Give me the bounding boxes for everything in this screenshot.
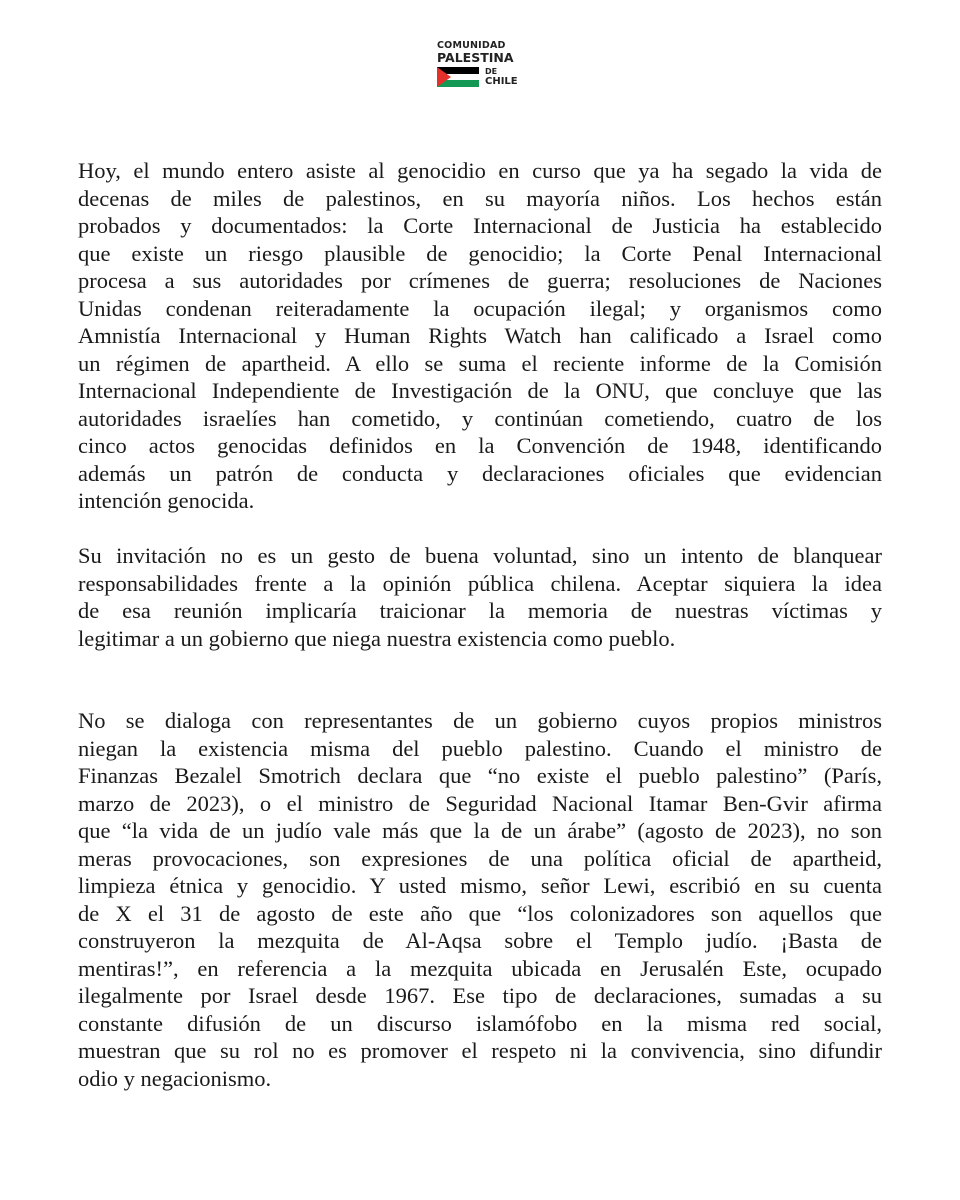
paragraph [78,707,882,1092]
logo-flag-row [437,67,527,87]
logo-line-4: CHILE [485,76,518,87]
text-line: probados y documentados: la Corte Internacional de Justicia ha establecido [78,213,882,238]
text-line: Amnistía Internacional y Human Rights Watch han calificado a Israel como [78,323,882,348]
text-line: que existe un riesgo plausible de genocidio; la Corte Penal Internacional [78,240,882,266]
text-line: constante difusión de un discurso islamófobo en la misma red social, [78,1010,882,1036]
text-line: mentiras!”, en referencia a la mezquita ubicada en Jerusalén Este, ocupado [78,955,882,981]
paragraph [78,157,882,515]
text-line: autoridades israelíes han cometido, y continúan cometiendo, cuatro de los [78,405,882,431]
text-line: odio y negacionismo. [78,1065,272,1091]
text-line: marzo de 2023), o el ministro de Seguridad Nacional Itamar Ben-Gvir afirma [78,790,882,816]
text-line: un régimen de apartheid. A ello se suma el reciente informe de la Comisión [78,350,882,376]
text-line: Internacional Independiente de Investigación de la ONU, que concluye que las [78,378,882,403]
text-line: cinco actos genocidas definidos en la Convención de 1948, identificando [78,433,882,458]
text-line: Hoy, el mundo entero asiste al genocidio en curso que ya ha segado la vida de [78,158,882,183]
text-line: Unidas condenan reiteradamente la ocupación ilegal; y organismos como [78,295,882,321]
text-line: Su invitación no es un gesto de buena voluntad, sino un intento de blanquear [78,543,882,568]
text-line: muestran que su rol no es promover el respeto ni la convivencia, sino difundir [78,1038,882,1063]
text-line: legitimar a un gobierno que niega nuestra existencia como pueblo. [78,625,676,651]
text-line: limpieza étnica y genocidio. Y usted mismo, señor Lewi, escribió en su cuenta [78,873,882,898]
text-line: además un patrón de conducta y declaraciones oficiales que evidencian [78,460,882,486]
text-line: intención genocida. [78,488,255,513]
text-line: responsabilidades frente a la opinión pública chilena. Aceptar siquiera la idea [78,570,882,596]
text-line: ilegalmente por Israel desde 1967. Ese tipo de declaraciones, sumadas a su [78,983,882,1008]
logo-line-3: DE [485,67,498,76]
text-line: decenas de miles de palestinos, en su mayoría niños. Los hechos están [78,185,882,211]
logo-flag-text [485,67,518,87]
logo-line-1: COMUNIDAD [437,40,506,51]
logo-line-2: PALESTINA [437,50,514,65]
text-line: No se dialoga con representantes de un gobierno cuyos propios ministros [78,708,882,733]
text-line: que “la vida de un judío vale más que la de un árabe” (agosto de 2023), no son [78,818,882,843]
text-line: de X el 31 de agosto de este año que “los colonizadores son aquellos que [78,900,882,926]
logo [437,40,527,87]
text-line: de esa reunión implicaría traicionar la memoria de nuestras víctimas y [78,598,882,623]
letter-body [78,157,882,1120]
text-line: niegan la existencia misma del pueblo palestino. Cuando el ministro de [78,735,882,761]
text-line: procesa a sus autoridades por crímenes de guerra; resoluciones de Naciones [78,268,882,293]
text-line: construyeron la mezquita de Al-Aqsa sobre el Templo judío. ¡Basta de [78,928,882,953]
text-line: Finanzas Bezalel Smotrich declara que “no existe el pueblo palestino” (París, [78,763,882,788]
text-line: meras provocaciones, son expresiones de una política oficial de apartheid, [78,845,882,871]
paragraph [78,542,882,652]
palestine-flag-icon [437,67,479,87]
